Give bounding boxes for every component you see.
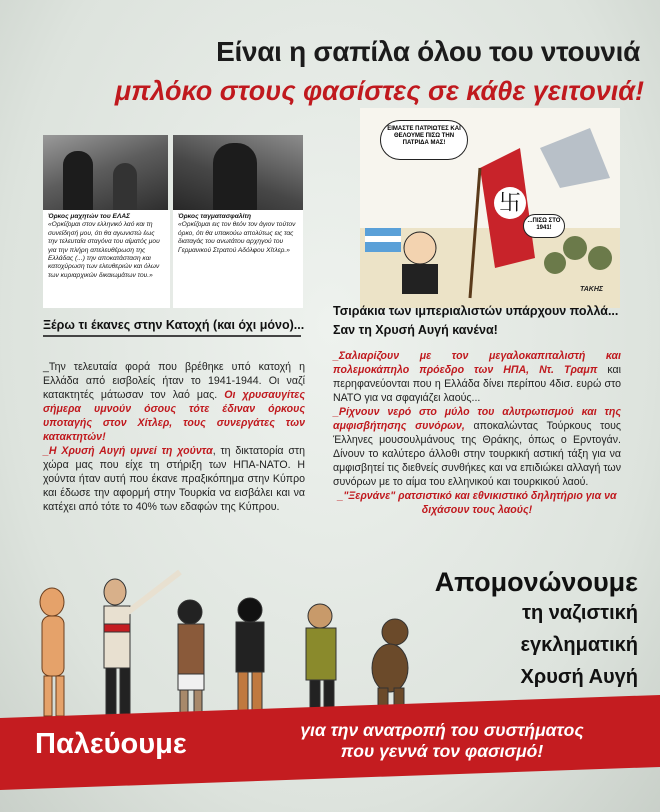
banner-subtext-line-1: για την ανατροπή του συστήματος: [300, 720, 584, 740]
isolate-slogan: [435, 567, 638, 693]
left-column-text: [43, 360, 305, 514]
right-p2-rest: αποκαλώντας Τούρκους τους Έλληνες μουσουλμάνους της Θράκης, όπως ο Ερντογάν. Δίνουν το καλύτερο άλλοθι στην τουρκική αστική τάξη για να αμφισβητεί τις διεθνείς συνθήκες και να επιδιώκει αλλαγή των συνόρων με το αίμα του ελληνικού και τουρκικού λαού.: [333, 420, 621, 488]
isolate-line-4: Χρυσή Αυγή: [520, 666, 638, 688]
collaborator-oath-heading: Όρκος ταγματασφαλίτη: [178, 213, 252, 220]
left-p2-red: _Η Χρυσή Αυγή υμνεί τη χούντα: [43, 445, 213, 457]
cartoon-speech-bubble-2: ...ΠΙΣΩ ΣΤΟ 1941!: [523, 214, 565, 238]
right-p1-rest: και περηφανεύονται που η Ελλάδα δίνει περίπου 4δισ. ευρώ στο ΝΑΤΟ για να σφαγιάζει λαούς...: [333, 364, 622, 404]
collaborator-oath-box: [173, 210, 303, 308]
banner-subtext: [232, 720, 652, 762]
left-heading: Ξέρω τι έκανες στην Κατοχή (και όχι μόνο)...: [43, 318, 305, 332]
headline-line-1: Είναι η σαπίλα όλου του ντουνιά: [216, 36, 640, 67]
left-divider: [43, 335, 301, 337]
isolate-line-1: Απομονώνουμε: [434, 567, 638, 597]
banner-subtext-line-2: που γεννά τον φασισμό!: [340, 741, 544, 761]
svg-text:卐: 卐: [498, 191, 522, 216]
isolate-line-3: εγκληματική: [520, 634, 638, 656]
isolate-line-2: τη ναζιστική: [522, 602, 638, 624]
elas-oath-heading: Όρκος μαχητών του ΕΛΑΣ: [48, 213, 131, 220]
elas-fighter-photo: [43, 135, 168, 213]
collaborator-oath-text: «Ορκίζομαι εις τον θεόν τον άγιον τούτον όρκο, ότι θα υπακούω απολύτως εις τας διαταγάς του ανωτάτου αρχηγού του Γερμανικού Στρατού Αδόλφου Χίτλερ.»: [178, 221, 296, 254]
right-p1-bold: _Σαλιαρίζουν με τον μεγαλοκαπιταλιστή και πολεμοκάπηλο πρόεδρο των ΗΠΑ, Ντ. Τραμπ: [333, 350, 621, 376]
left-p1-bold: Οι χρυσαυγίτες σήμερα υμνούν όσους τότε έδιναν όρκους υποταγής στον Χίτλερ, τους συνεργάτες των κατακτητών!: [43, 389, 305, 443]
banner-fight-word: Παλεύουμε: [35, 728, 187, 760]
security-battalion-photo: [173, 135, 303, 213]
right-column-text: [333, 349, 621, 517]
left-p2-rest: , τη δικτατορία στη χώρα μας που είχε τη στήριξη των ΗΠΑ-ΝΑΤΟ. Η χούντα ήταν αυτή που έκανε πραξικόπημα στην Κύπρο και έδωσε την αφορμή στην Τουρκία να εισβάλει και να κατέχει από τότε το 40% των εδαφών της Κύπρου.: [43, 445, 305, 513]
right-p2-bold: _Ρίχνουν νερό στο μύλο του αλυτρωτισμού και της αμφισβήτησης συνόρων,: [333, 406, 621, 432]
right-heading: [333, 302, 633, 340]
evolution-illustration: [30, 550, 450, 725]
right-p3: _"Ξερνάνε" ρατσιστικό και εθνικιστικό δηλητήριο για να διχάσουν τους λαούς!: [337, 490, 617, 516]
left-p1-intro: _Την τελευταία φορά που βρέθηκε υπό κατοχή η Ελλάδα από εισβολείς ήταν το 1941-1944. Οι ναζί κατακτητές μάτωσαν τον λαό μας.: [43, 361, 305, 401]
cartoon-speech-bubble: ΕΙΜΑΣΤΕ ΠΑΤΡΙΩΤΕΣ ΚΑΙ ΘΕΛΟΥΜΕ ΠΙΣΩ ΤΗΝ ΠΑΤΡΙΔΑ ΜΑΣ!: [380, 120, 468, 160]
elas-oath-text: «Ορκίζομαι στον ελληνικό λαό και τη συνείδησή μου, ότι θα αγωνιστώ έως την τελευταία σταγόνα του αίματός μου για την πλήρη απελευθέρωση της Ελλάδας (...) την αποκατάσταση και κατοχύρωση των ελευθεριών και όλων των κυριαρχικών δικαιωμάτων του.»: [48, 221, 160, 279]
cartoon-signature: ΤΑΚΗΣ: [580, 286, 604, 293]
political-cartoon: [360, 108, 620, 308]
headline-line-2: μπλόκο στους φασίστες σε κάθε γειτονιά!: [114, 76, 644, 106]
right-heading-line-1: Τσιράκια των ιμπεριαλιστών υπάρχουν πολλά...: [333, 304, 619, 318]
right-heading-line-2: Σαν τη Χρυσή Αυγή κανένα!: [333, 323, 498, 337]
elas-oath-box: [43, 210, 170, 308]
